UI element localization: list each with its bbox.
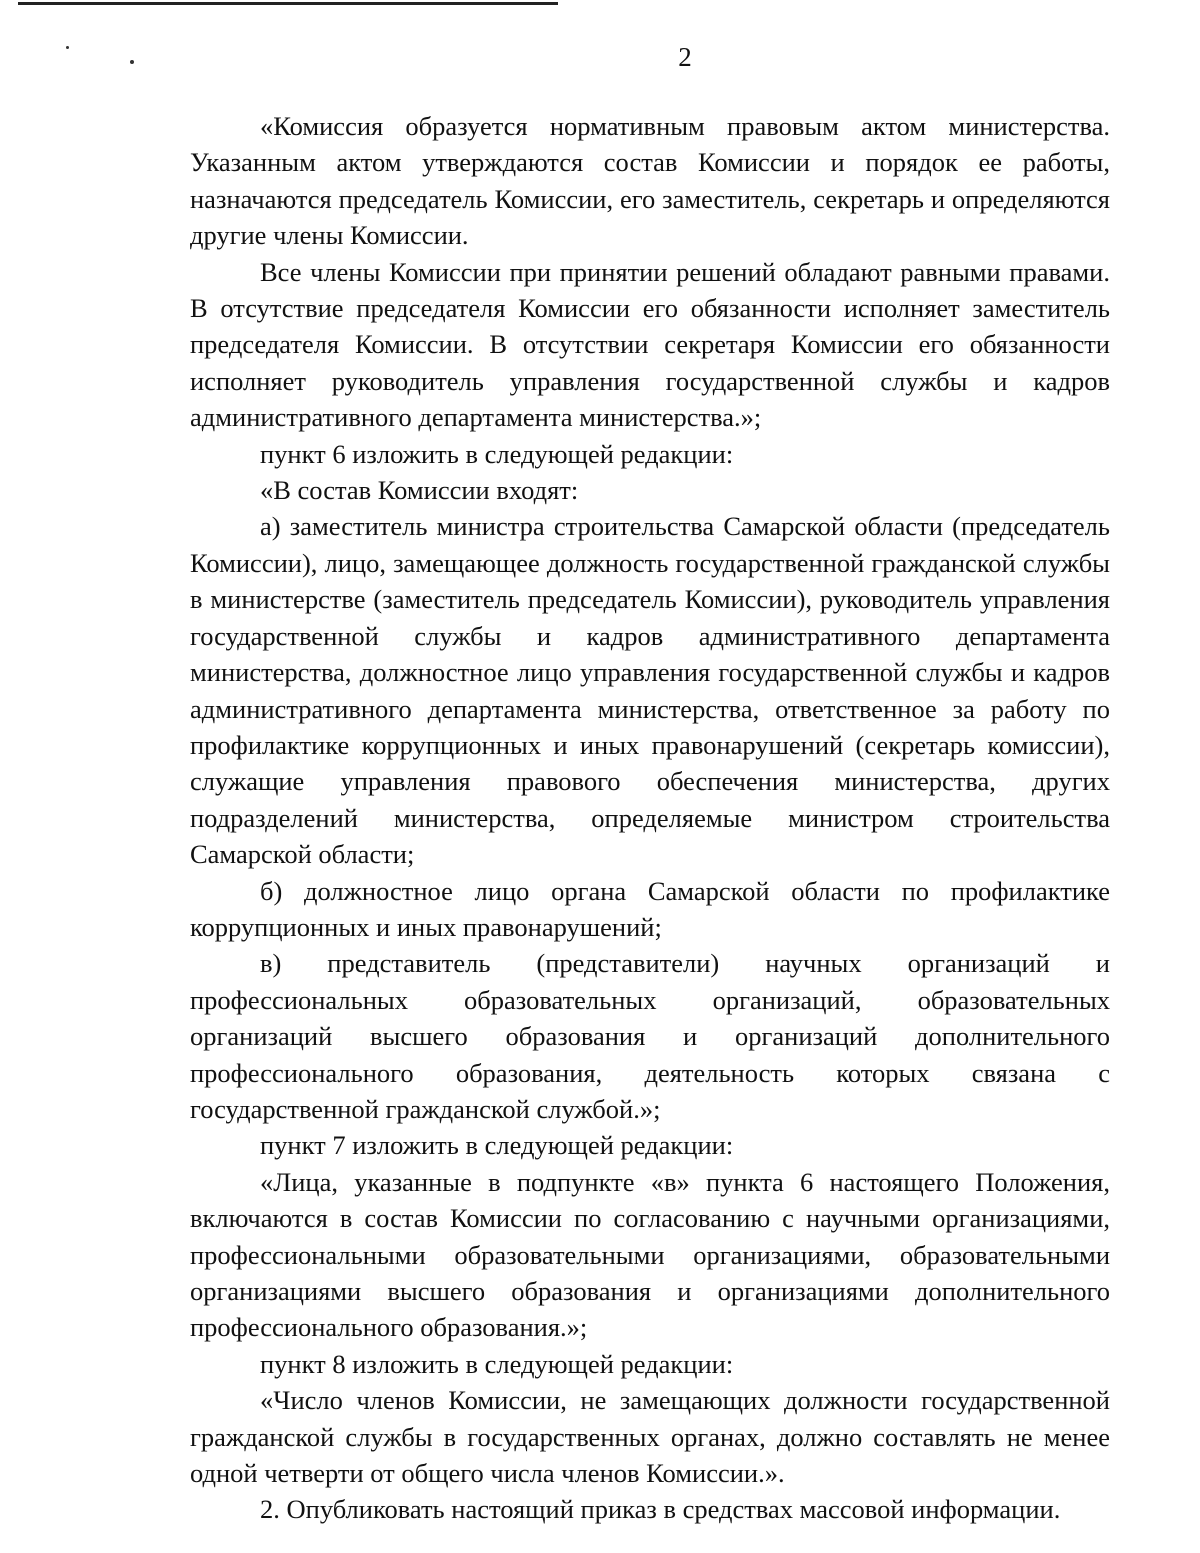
paragraph-item-7-text: «Лица, указанные в подпункте «в» пункта 6 настоящего Положения, включаются в состав Комиссии по согласованию с научными организациями, профессиональными образовательными организациями, образовательными организациями высшего образования и организациями дополнительного профессионального образования.»; bbox=[190, 1166, 1110, 1343]
document-body bbox=[190, 108, 1110, 1528]
page-number: 2 bbox=[678, 42, 692, 72]
scan-speck bbox=[66, 46, 69, 49]
paragraph-composition-heading: «В состав Комиссии входят: bbox=[260, 475, 579, 506]
paragraph-subitem-c: в) представитель (представители) научных организаций и профессиональных образовательных организаций, образовательных организаций высшего образования и организаций дополнительного профессионального образования, деятельность которых связана с государственной гражданской службой.»; bbox=[190, 948, 1110, 1124]
paragraph-item-7-intro: пункт 7 изложить в следующей редакции: bbox=[260, 1130, 734, 1161]
paragraph-subitem-a: а) заместитель министра строительства Самарской области (председатель Комиссии), лицо, замещающее должность государственной гражданской службы в министерстве (заместитель председатель Комиссии), руководитель управления государственной службы и кадров административного департамента министерства, должностное лицо управления государственной службы и кадров административного департамента министерства, ответственное за работу по профилактике коррупционных и иных правонарушений (секретарь комиссии), служащие управления правового обеспечения министерства, других подразделений министерства, определяемые министром строительства Самарской области; bbox=[190, 511, 1110, 870]
top-scan-rule bbox=[18, 2, 558, 5]
paragraph-item-8-text: «Число членов Комиссии, не замещающих должности государственной гражданской службы в государственных органах, должно составлять не менее одной четверти от общего числа членов Комиссии.». bbox=[190, 1385, 1110, 1489]
paragraph-publish-order: 2. Опубликовать настоящий приказ в средствах массовой информации. bbox=[260, 1494, 1061, 1525]
paragraph-item-8-intro: пункт 8 изложить в следующей редакции: bbox=[260, 1348, 734, 1379]
scan-speck bbox=[130, 60, 134, 64]
paragraph-item-6-intro: пункт 6 изложить в следующей редакции: bbox=[260, 438, 734, 469]
paragraph-subitem-b: б) должностное лицо органа Самарской области по профилактике коррупционных и иных правонарушений; bbox=[190, 875, 1110, 942]
paragraph-members-rights: Все члены Комиссии при принятии решений обладают равными правами. В отсутствие председателя Комиссии его обязанности исполняет заместитель председателя Комиссии. В отсутствии секретаря Комиссии его обязанности исполняет руководитель управления государственной службы и кадров административного департамента министерства.»; bbox=[190, 256, 1110, 433]
paragraph-commission-formation: «Комиссия образуется нормативным правовым актом министерства. Указанным актом утверждаются состав Комиссии и порядок ее работы, назначаются председатель Комиссии, его заместитель, секретарь и определяются другие члены Комиссии. bbox=[190, 111, 1110, 251]
